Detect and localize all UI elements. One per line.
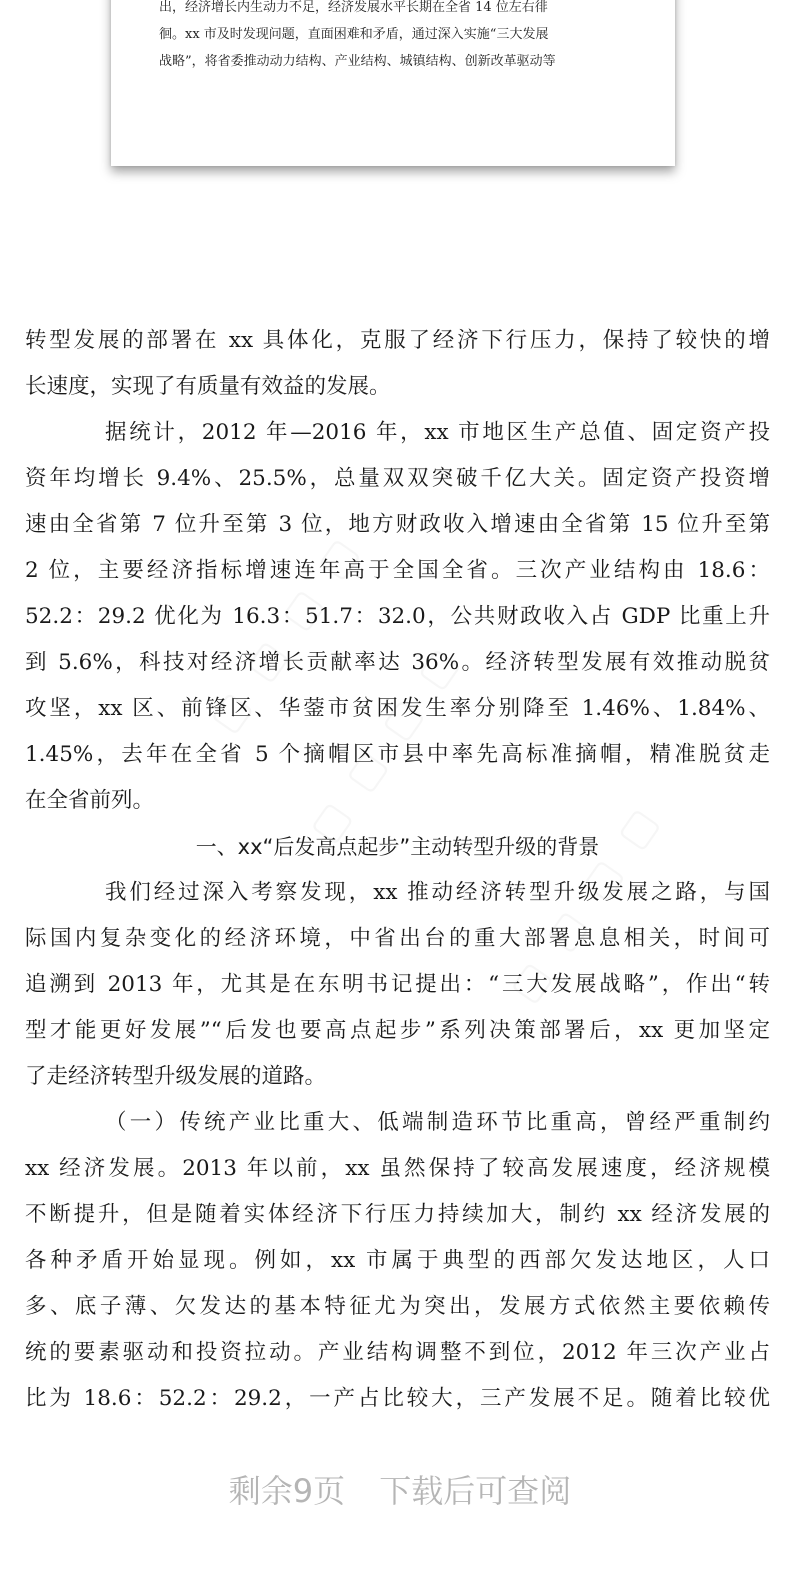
card-line: 出，经济增长内生动力不足，经济发展水平长期在全省 14 位左右徘 [159, 0, 548, 15]
text-line: 比为 18.6：52.2：29.2，一产占比较大，三产发展不足。随着比较优 [25, 1386, 770, 1411]
text-line: 据统计，2012 年—2016 年，xx 市地区生产总值、固定资产投 [105, 420, 770, 445]
preview-card-text [159, 0, 627, 75]
text-line: （一）传统产业比重大、低端制造环节比重高，曾经严重制约 [105, 1110, 770, 1135]
download-prompt-banner[interactable] [0, 1468, 800, 1514]
text-line: 型才能更好发展”“后发也要高点起步”系列决策部署后，xx 更加坚定 [25, 1018, 770, 1043]
card-line: 战略”，将省委推动动力结构、产业结构、城镇结构、创新改革驱动等 [159, 54, 556, 69]
download-to-view-label[interactable]: 下载后可查阅 [379, 1472, 572, 1510]
card-line: 徊。xx 市及时发现问题，直面困难和矛盾，通过深入实施“三大发展 [159, 27, 549, 42]
text-line: 多、底子薄、欠发达的基本特征尤为突出，发展方式依然主要依赖传 [25, 1294, 770, 1319]
text-line: 转型发展的部署在 xx 具体化，克服了经济下行压力，保持了较快的增 [25, 328, 770, 353]
text-line: 我们经过深入考察发现，xx 推动经济转型升级发展之路，与国 [105, 880, 770, 905]
text-line: 攻坚，xx 区、前锋区、华蓥市贫困发生率分别降至 1.46%、1.84%、 [25, 696, 770, 721]
text-line: 52.2：29.2 优化为 16.3：51.7：32.0，公共财政收入占 GDP 比重上升 [25, 604, 770, 629]
text-line: xx 经济发展。2013 年以前，xx 虽然保持了较高发展速度，经济规模 [25, 1156, 770, 1181]
text-line: 长速度，实现了有质量有效益的发展。 [25, 374, 391, 399]
remaining-pages-label: 剩余9页 [228, 1472, 346, 1510]
document-body [25, 318, 770, 1422]
text-line: 1.45%，去年在全省 5 个摘帽区市县中率先高标准摘帽，精准脱贫走 [25, 742, 770, 767]
text-line: 追溯到 2013 年，尤其是在东明书记提出：“三大发展战略”，作出“转 [25, 972, 770, 997]
text-line: 到 5.6%，科技对经济增长贡献率达 36%。经济转型发展有效推动脱贫 [25, 650, 770, 675]
text-line: 了走经济转型升级发展的道路。 [25, 1064, 327, 1089]
text-line: 速由全省第 7 位升至第 3 位，地方财政收入增速由全省第 15 位升至第 [25, 512, 770, 537]
text-line: 在全省前列。 [25, 788, 155, 813]
text-line: 不断提升，但是随着实体经济下行压力持续加大，制约 xx 经济发展的 [25, 1202, 770, 1227]
text-line: 2 位，主要经济指标增速连年高于全国全省。三次产业结构由 18.6： [25, 558, 770, 583]
text-line: 资年均增长 9.4%、25.5%，总量双双突破千亿大关。固定资产投资增 [25, 466, 770, 491]
text-line: 统的要素驱动和投资拉动。产业结构调整不到位，2012 年三次产业占 [25, 1340, 770, 1365]
preview-page-card [111, 0, 675, 166]
text-line: 际国内复杂变化的经济环境，中省出台的重大部署息息相关，时间可 [25, 926, 770, 951]
text-line: 各种矛盾开始显现。例如，xx 市属于典型的西部欠发达地区，人口 [25, 1248, 770, 1273]
section-heading: 一、xx“后发高点起步”主动转型升级的背景 [195, 835, 600, 859]
